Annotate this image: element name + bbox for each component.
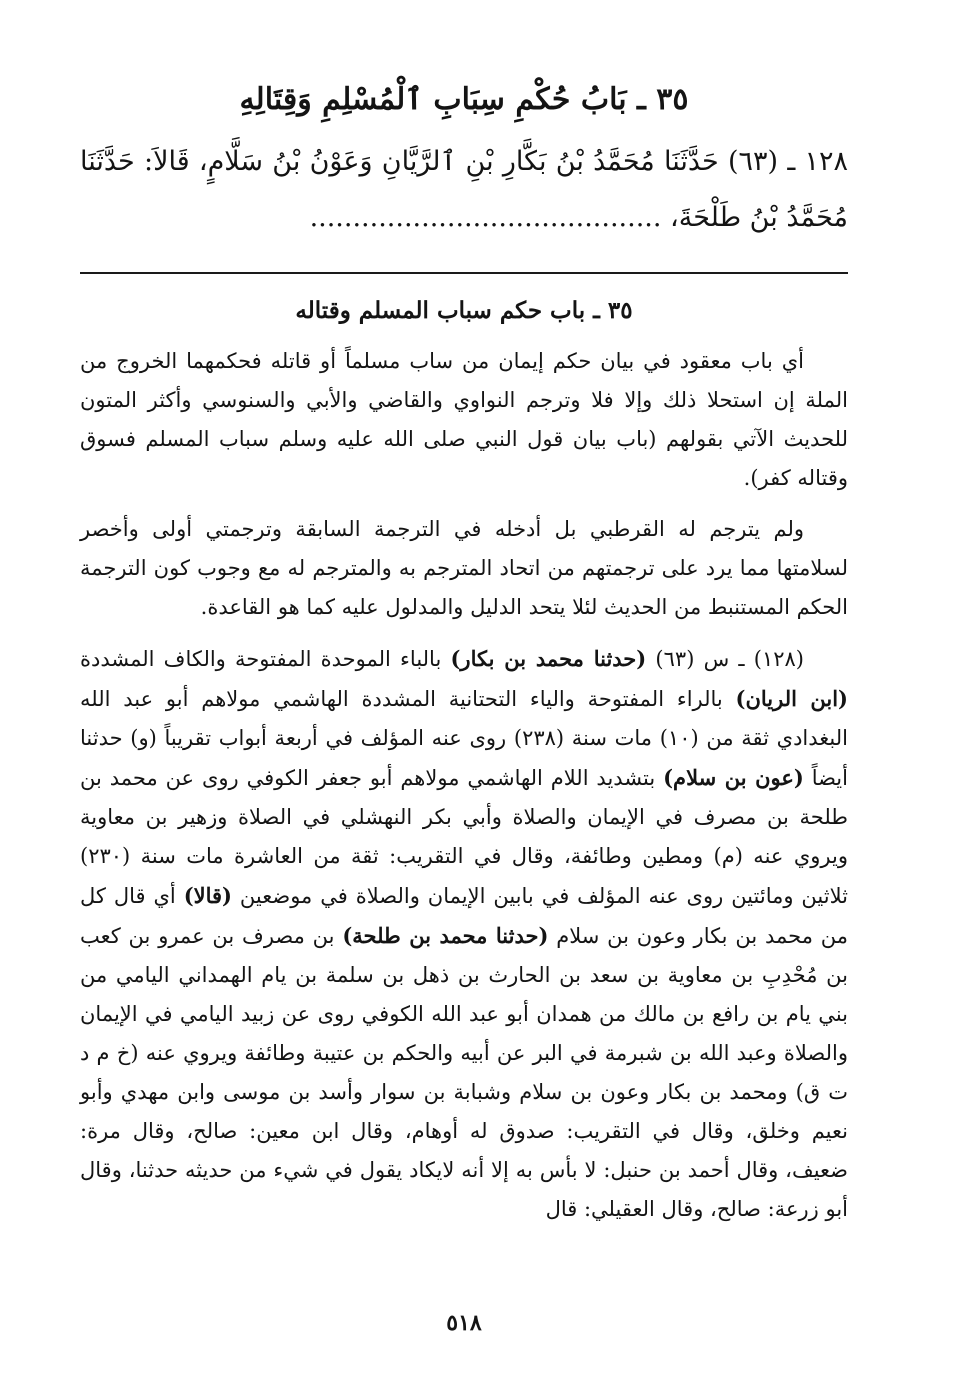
quoted-hadith-phrase: (ابن الريان) xyxy=(735,686,848,711)
page-number: ٥١٨ xyxy=(446,1310,482,1336)
commentary-chapter-title: ٣٥ ـ باب حكم سباب المسلم وقتاله xyxy=(295,297,633,324)
quoted-hadith-phrase: (حدثنا محمد بن طلحة) xyxy=(342,923,549,948)
hadith-text xyxy=(80,134,848,246)
text-segment: بن مصرف بن عمرو بن كعب بن مُحْدِبِ بن معاوية بن سعد بن الحارث بن ذهل بن سلمة بن يام الهمداني اليامي من بني يام بن رافع بن مالك من همدان أبو عبد الله الكوفي روى عن زبيد اليامي في الإيمان والصلاة وعبد الله بن شبرمة في البر عن أبيه والحكم بن عتيبة وطائفة ويروي عنه (خ م د ت ق) ومحمد بن بكار وعون بن سلام وشبابة بن سوار وأسد بن موسى وابن مهدي وأبو نعيم وخلق، وقال في التقريب: صدوق له أوهام، وقال ابن معين: صالح، وقال مرة: ضعيف، وقال أحمد بن حنبل: لا بأس به إلا أنه لايكاد يقول في شيء من حديثه حدثنا، وقال أبو زرعة: صالح، وقال العقيلي: قال xyxy=(80,924,848,1221)
text-segment: أي قال كل من محمد بن بكار وعون بن سلام xyxy=(80,884,848,948)
page xyxy=(80,70,848,1336)
quoted-hadith-phrase: (حدثنا محمد بن بكار) xyxy=(450,646,647,671)
quoted-hadith-phrase: (قالا) xyxy=(183,883,232,908)
text-segment: بتشديد اللام الهاشمي مولاهم أبو جعفر الكوفي روى عن محمد بن طلحة بن مصرف في الإيمان والصلاة وأبي بكر النهشلي في الصلاة وزهير بن معاوية ويروي عنه (م) ومطين وطائفة، وقال في التقريب: ثقة من العاشرة مات سنة (٢٣٠) ثلاثين ومائتين روى عنه المؤلف في بابين الإيمان والصلاة في موضعين xyxy=(80,766,848,908)
text-segment: بالراء المفتوحة والياء التحتانية المشددة الهاشمي مولاهم أبو عبد الله البغدادي ثقة من (١٠) مات سنة (٢٣٨) روى عنه المؤلف في أربعة أبواب تقريباً (و) حدثنا أيضاً xyxy=(80,687,848,790)
commentary-paragraph-1: أي باب معقود في بيان حكم إيمان من ساب مسلماً أو قاتله فحكمهما الخروج من الملة إن استحلا ذلك وإلا فلا وترجم النواوي والقاضي والأبي والسنوسي وأكثر المتون للحديث الآتي بقولهم (باب بيان قول النبي صلى الله عليه وسلم سباب المسلم فسوق وقتاله كفر). xyxy=(80,349,848,490)
quoted-hadith-phrase: (عون بن سلام) xyxy=(663,765,804,790)
text-segment: (١٢٨) ـ س (٦٣) xyxy=(646,647,804,671)
hadith-chapter-title: ٣٥ ـ بَابُ حُكْمِ سِبَابِ ٱلْمُسْلِمِ وَقِتَالِهِ xyxy=(239,82,689,117)
commentary-paragraph-3 xyxy=(80,639,848,1229)
hadith-ellipsis: ......................................... xyxy=(309,202,662,233)
hadith-isnad: ١٢٨ ـ (٦٣) حَدَّثَنَا مُحَمَّدُ بْنُ بَكَّارِ بْنِ ٱلرَّيَّانِ وَعَوْنُ بْنُ سَلَّامٍ، قَالاَ: حَدَّثَنَا مُحَمَّدُ بْنُ طَلْحَةَ، xyxy=(80,146,848,233)
commentary-paragraph-2: ولم يترجم له القرطبي بل أدخله في الترجمة السابقة وترجمتي أولى وأخصر لسلامتها مما يرد على ترجمتهم من اتحاد المترجم به والمترجم له مع وجوب كون الترجمة الحكم المستنبط من الحديث لئلا يتحد الدليل والمدلول عليه كما هو القاعدة. xyxy=(80,517,848,619)
section-divider xyxy=(80,272,848,274)
text-segment: بالباء الموحدة المفتوحة والكاف المشددة xyxy=(80,647,451,671)
